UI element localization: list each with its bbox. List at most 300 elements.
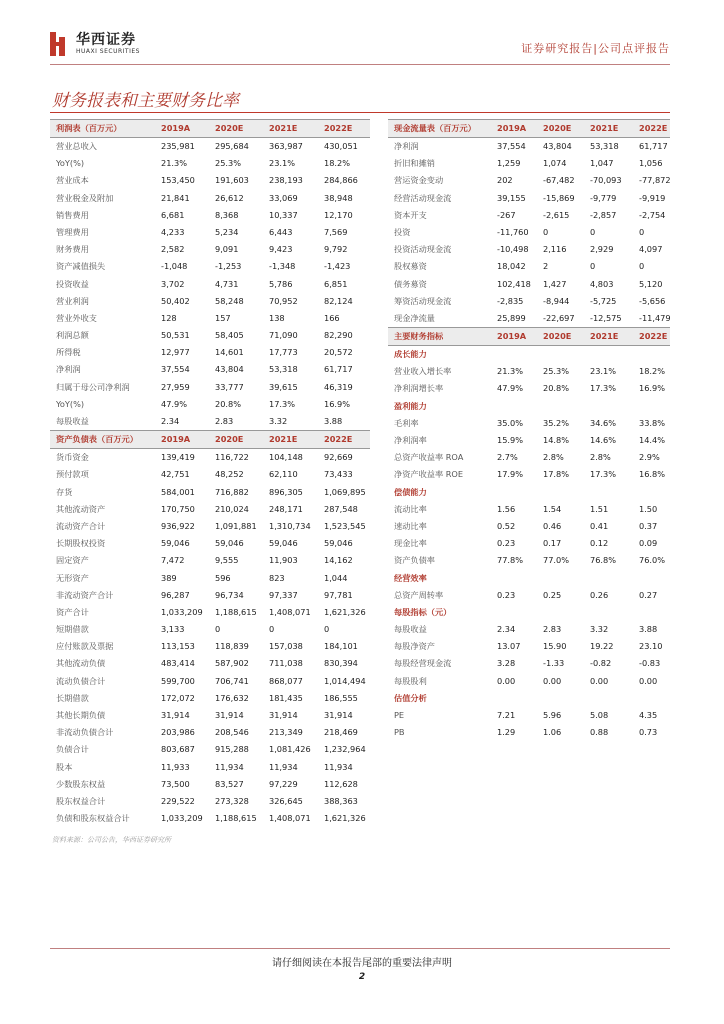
table-row [50,379,370,396]
table-row [388,155,670,172]
table-row [50,258,370,275]
cell-value: 1.54 [543,503,562,514]
cell-value: 16.8% [639,469,666,480]
cell-value: 35.0% [497,417,524,428]
row-label: 每股经营现金流 [394,658,452,669]
cell-value: 14.6% [590,435,617,445]
cell-value: 6,681 [161,209,185,220]
cell-value: 2.8% [543,452,564,463]
table-row [388,466,670,483]
company-logo [50,32,140,56]
cell-value: 15.90 [543,641,567,652]
row-label: 长期借款 [56,692,89,703]
cell-value: 5,120 [639,278,663,289]
cell-value: -67,482 [543,175,575,186]
cell-value: 102,418 [497,278,531,289]
cell-value: 1,621,326 [324,813,366,824]
table-row [388,552,670,569]
table-row [50,518,370,535]
year-header: 2020E [215,123,244,133]
cell-value: 37,554 [497,141,526,151]
cell-value: 7,472 [161,555,185,566]
row-label: 每股收益 [394,624,427,635]
cell-value: 2,929 [590,244,614,255]
table-row [388,432,670,449]
table-row [388,518,670,535]
row-label: 营业外收支 [56,312,97,323]
table-row [388,638,670,655]
cell-value: 26,612 [215,192,244,203]
row-label: 资产合计 [56,606,89,617]
row-label: 营业收入增长率 [394,366,452,377]
year-header: 2021E [590,331,619,342]
cell-value: -1,253 [215,261,242,272]
cell-value: 295,684 [215,141,249,151]
cell-value: 82,124 [324,295,353,306]
cell-value: 1,033,209 [161,606,203,617]
cell-value: 706,741 [215,675,249,686]
row-label: 其他长期负债 [56,710,106,720]
table-row [50,776,370,793]
cell-value: 76.8% [590,555,617,566]
cell-value: 0.23 [497,538,516,549]
cell-value: 15.9% [497,435,524,445]
cell-value: 1,188,615 [215,813,257,824]
year-header: 2020E [543,123,572,133]
row-label: 非流动资产合计 [56,589,114,600]
cell-value: 0.23 [497,589,516,600]
cell-value: -5,656 [639,295,666,306]
cell-value: 0 [324,624,330,635]
row-label: 应付账款及票据 [56,641,114,652]
cell-value: 128 [161,312,177,323]
row-label: 每股股利 [394,675,427,686]
cell-value: -2,615 [543,209,570,220]
cell-value: 170,750 [161,503,195,514]
table-row [388,310,670,327]
row-label: PE [394,710,405,720]
cell-value: 25.3% [215,158,242,169]
cell-value: 97,229 [269,778,298,789]
source-note: 资料来源：公司公告，华西证券研究所 [52,836,171,844]
cell-value: 18,042 [497,261,526,272]
row-label: 资本开支 [394,209,427,220]
cell-value: 896,305 [269,486,303,497]
cell-value: 483,414 [161,658,195,669]
row-label: 每股净资产 [394,641,435,652]
cell-value: 172,072 [161,692,195,703]
table-row [50,224,370,241]
cell-value: 116,722 [215,452,249,463]
row-label: PB [394,727,405,738]
cell-value: 6,851 [324,278,348,289]
cell-value: 47.9% [161,398,188,409]
table-row [388,621,670,638]
cell-value: -1,048 [161,261,188,272]
table-row [50,604,370,621]
table-row [50,793,370,810]
cell-value: 9,423 [269,244,293,255]
cell-value: 1.51 [590,503,609,514]
row-label: 筹资活动现金流 [394,295,452,306]
cell-value: 50,402 [161,295,190,306]
cell-value: 113,153 [161,641,195,652]
financial-table [388,119,670,327]
section-divider [50,112,670,113]
cell-value: 104,148 [269,452,303,463]
financial-table [50,119,370,430]
cell-value: 823 [269,572,285,583]
cell-value: 9,555 [215,555,239,566]
row-label: 固定资产 [56,555,89,566]
cell-value: 18.2% [639,366,666,377]
row-label: 负债和股东权益合计 [56,813,130,824]
cell-value: 1,621,326 [324,606,366,617]
cell-value: 3.32 [590,624,609,635]
table-row [388,724,670,741]
cell-value: 2.34 [497,624,516,635]
table-row [388,258,670,275]
table-row [50,344,370,361]
row-label: 债务募资 [394,278,427,289]
cell-value: 0 [215,624,221,635]
row-label: 短期借款 [56,624,89,635]
cell-value: 218,469 [324,727,358,738]
cell-value: 936,922 [161,520,195,531]
category-label: 经营效率 [394,572,427,583]
cell-value: 35.2% [543,417,570,428]
cell-value: 599,700 [161,675,195,686]
cell-value: 1.50 [639,503,658,514]
cell-value: 20.8% [543,383,570,394]
cell-value: 5.96 [543,710,562,720]
cell-value: 96,734 [215,589,244,600]
cell-value: -11,760 [497,226,529,237]
cell-value: 7,569 [324,226,348,237]
cell-value: 33,777 [215,381,244,392]
cell-value: 0 [543,226,549,237]
table-row [388,398,670,415]
cell-value: 21.3% [161,158,188,169]
cell-value: 10,337 [269,209,298,220]
cell-value: 25,899 [497,312,526,323]
legal-disclaimer: 请仔细阅读在本报告尾部的重要法律声明 [272,958,452,969]
table-row [50,276,370,293]
row-label: 股权募资 [394,261,427,272]
cell-value: -5,725 [590,295,617,306]
cell-value: 2.83 [543,624,562,635]
table-row [50,673,370,690]
table-row [50,466,370,483]
cell-value: 17.3% [269,398,296,409]
cell-value: 3.32 [269,416,288,426]
cell-value: 1,408,071 [269,813,311,824]
cell-value: 27,959 [161,381,190,392]
row-label: 净利润率 [394,435,427,445]
year-header: 2021E [269,123,298,133]
table-row [388,241,670,258]
table-header [50,119,370,138]
cell-value: 73,500 [161,778,190,789]
cell-value: 0.73 [639,727,658,738]
cell-value: 43,804 [215,364,244,375]
cell-value: 1,232,964 [324,744,366,755]
cell-value: 716,882 [215,486,249,497]
cell-value: 0.41 [590,520,609,531]
cell-value: 3.28 [497,658,516,669]
cell-value: 1.29 [497,727,516,738]
cell-value: 0 [639,226,645,237]
cell-value: 46,319 [324,381,353,392]
cell-value: -70,093 [590,175,622,186]
cell-value: 96,287 [161,589,190,600]
row-label: 所得税 [56,347,81,358]
table-row [50,535,370,552]
cell-value: 803,687 [161,744,195,755]
cell-value: 5,234 [215,226,239,237]
cell-value: 17.8% [543,469,570,480]
cell-value: 71,090 [269,330,298,341]
row-label: 少数股东权益 [56,778,106,789]
table-row [50,172,370,189]
cell-value: -9,779 [590,192,617,203]
cell-value: 8,368 [215,209,239,220]
cell-value: 0.17 [543,538,562,549]
table-row [388,138,670,155]
cell-value: 229,522 [161,795,195,806]
table-row [50,501,370,518]
cell-value: 77.8% [497,555,524,566]
row-label: 总资产周转率 [394,589,444,600]
cell-value: 1,074 [543,158,567,169]
cell-value: 0 [639,261,645,272]
year-header: 2020E [543,331,572,342]
cell-value: 1,259 [497,158,521,169]
category-label: 估值分析 [394,692,427,703]
cell-value: 31,914 [161,710,190,720]
cell-value: 5,786 [269,278,293,289]
table-row [50,190,370,207]
cell-value: 2.9% [639,452,660,463]
table-row [50,741,370,758]
row-label: 现金比率 [394,538,427,549]
cell-value: 584,001 [161,486,195,497]
cell-value: 0.00 [590,675,609,686]
category-label: 盈利能力 [394,400,427,411]
cell-value: 191,603 [215,175,249,186]
cell-value: 48,252 [215,469,244,480]
cell-value: 7.21 [497,710,516,720]
cell-value: -11,479 [639,312,671,323]
cell-value: 50,531 [161,330,190,341]
row-label: 股东权益合计 [56,795,106,806]
year-header: 2020E [215,434,244,445]
cell-value: 203,986 [161,727,195,738]
year-header: 2019A [161,434,191,445]
table-row [50,361,370,378]
cell-value: 14.4% [639,435,666,445]
table-row [388,690,670,707]
table-row [388,587,670,604]
cell-value: 1,091,881 [215,520,257,531]
cell-value: 3,133 [161,624,185,635]
cell-value: 1,310,734 [269,520,311,531]
table-row [50,396,370,413]
cell-value: -0.82 [590,658,612,669]
table-row [388,415,670,432]
cell-value: 2 [543,261,549,272]
row-label: 负债合计 [56,744,89,755]
year-header: 2021E [590,123,619,133]
row-label: 资产负债率 [394,555,435,566]
row-label: 流动比率 [394,503,427,514]
cell-value: 0.37 [639,520,658,531]
row-label: 预付款项 [56,469,89,480]
table-row [50,810,370,827]
row-label: 资产减值损失 [56,261,106,272]
cell-value: 1,056 [639,158,663,169]
category-label: 偿债能力 [394,486,427,497]
cell-value: -1,348 [269,261,296,272]
row-label: 净资产收益率 ROE [394,469,464,480]
table-row [388,449,670,466]
cell-value: 2.34 [161,416,180,426]
cell-value: 14.8% [543,435,570,445]
cell-value: 59,046 [215,538,244,549]
cell-value: 287,548 [324,503,358,514]
cell-value: 21.3% [497,366,524,377]
table-row [50,155,370,172]
cell-value: 430,051 [324,141,358,151]
cell-value: 118,839 [215,641,249,652]
cell-value: 31,914 [269,710,298,720]
cell-value: 1,033,209 [161,813,203,824]
cell-value: 326,645 [269,795,303,806]
table-row [388,380,670,397]
table-header [388,119,670,138]
financial-table [50,430,370,827]
cell-value: 53,318 [590,141,619,151]
table-row [388,346,670,363]
section-title: 财务报表和主要财务比率 [52,91,239,111]
cell-value: 76.0% [639,555,666,566]
cell-value: 16.9% [324,398,351,409]
cell-value: 235,981 [161,141,195,151]
table-row [50,310,370,327]
cell-value: 202 [497,175,513,186]
year-header: 2021E [269,434,298,445]
cell-value: 70,952 [269,295,298,306]
cell-value: 176,632 [215,692,249,703]
cell-value: 13.07 [497,641,521,652]
cell-value: 1.56 [497,503,516,514]
cell-value: 284,866 [324,175,358,186]
cell-value: 166 [324,312,340,323]
cell-value: 59,046 [161,538,190,549]
cell-value: 4,803 [590,278,614,289]
table-row [50,207,370,224]
cell-value: 77.0% [543,555,570,566]
cell-value: 14,162 [324,555,353,566]
table-row [388,363,670,380]
cell-value: -1,423 [324,261,351,272]
cell-value: 2.8% [590,452,611,463]
cell-value: 97,337 [269,589,298,600]
row-label: 利润总额 [56,330,89,341]
table-row [50,241,370,258]
table-row [50,655,370,672]
cell-value: 273,328 [215,795,249,806]
cell-value: 388,363 [324,795,358,806]
cell-value: 711,038 [269,658,303,669]
cell-value: 21,841 [161,192,190,203]
row-label: 流动资产合计 [56,520,106,531]
cell-value: 248,171 [269,503,303,514]
cell-value: -0.83 [639,658,661,669]
cell-value: -10,498 [497,244,529,255]
cell-value: 17,773 [269,347,298,358]
row-label: 营业总收入 [56,141,97,151]
cell-value: 82,290 [324,330,353,341]
cell-value: 0 [590,261,596,272]
table-row [388,570,670,587]
cell-value: 184,101 [324,641,358,652]
page-number: 2 [358,972,366,982]
cell-value: 34.6% [590,417,617,428]
row-label: 财务费用 [56,244,89,255]
row-label: 存货 [56,486,73,497]
cell-value: 1,081,426 [269,744,311,755]
cell-value: 2.83 [215,416,234,426]
table-title: 资产负债表（百万元） [56,434,138,445]
cell-value: -2,835 [497,295,524,306]
table-row [50,707,370,724]
cell-value: 157 [215,312,231,323]
table-row [50,570,370,587]
table-row [388,707,670,724]
cell-value: 2,116 [543,244,567,255]
cell-value: 61,717 [639,141,668,151]
cell-value: 2,582 [161,244,185,255]
row-label: 其他流动负债 [56,658,106,669]
logo-chinese-name: 华西证券 [76,31,136,48]
row-label: 每股收益 [56,416,89,426]
cell-value: 389 [161,572,177,583]
category-label: 成长能力 [394,349,427,360]
row-label: 其他流动资产 [56,503,106,514]
cell-value: 1,523,545 [324,520,366,531]
cell-value: 23.1% [590,366,617,377]
cell-value: 0.46 [543,520,562,531]
table-row [388,172,670,189]
table-row [388,673,670,690]
row-label: YoY(%) [56,158,85,169]
cell-value: 1,188,615 [215,606,257,617]
row-label: 总资产收益率 ROA [394,452,464,463]
cell-value: 186,555 [324,692,358,703]
logo-mark-icon [50,32,70,56]
cell-value: 868,077 [269,675,303,686]
footer-divider [50,948,670,949]
row-label: 非流动负债合计 [56,727,114,738]
row-label: 股本 [56,761,73,772]
cell-value: 16.9% [639,383,666,394]
table-row [388,190,670,207]
cell-value: 4,097 [639,244,663,255]
cell-value: 17.3% [590,469,617,480]
row-label: 销售费用 [56,209,89,220]
table-row [388,207,670,224]
